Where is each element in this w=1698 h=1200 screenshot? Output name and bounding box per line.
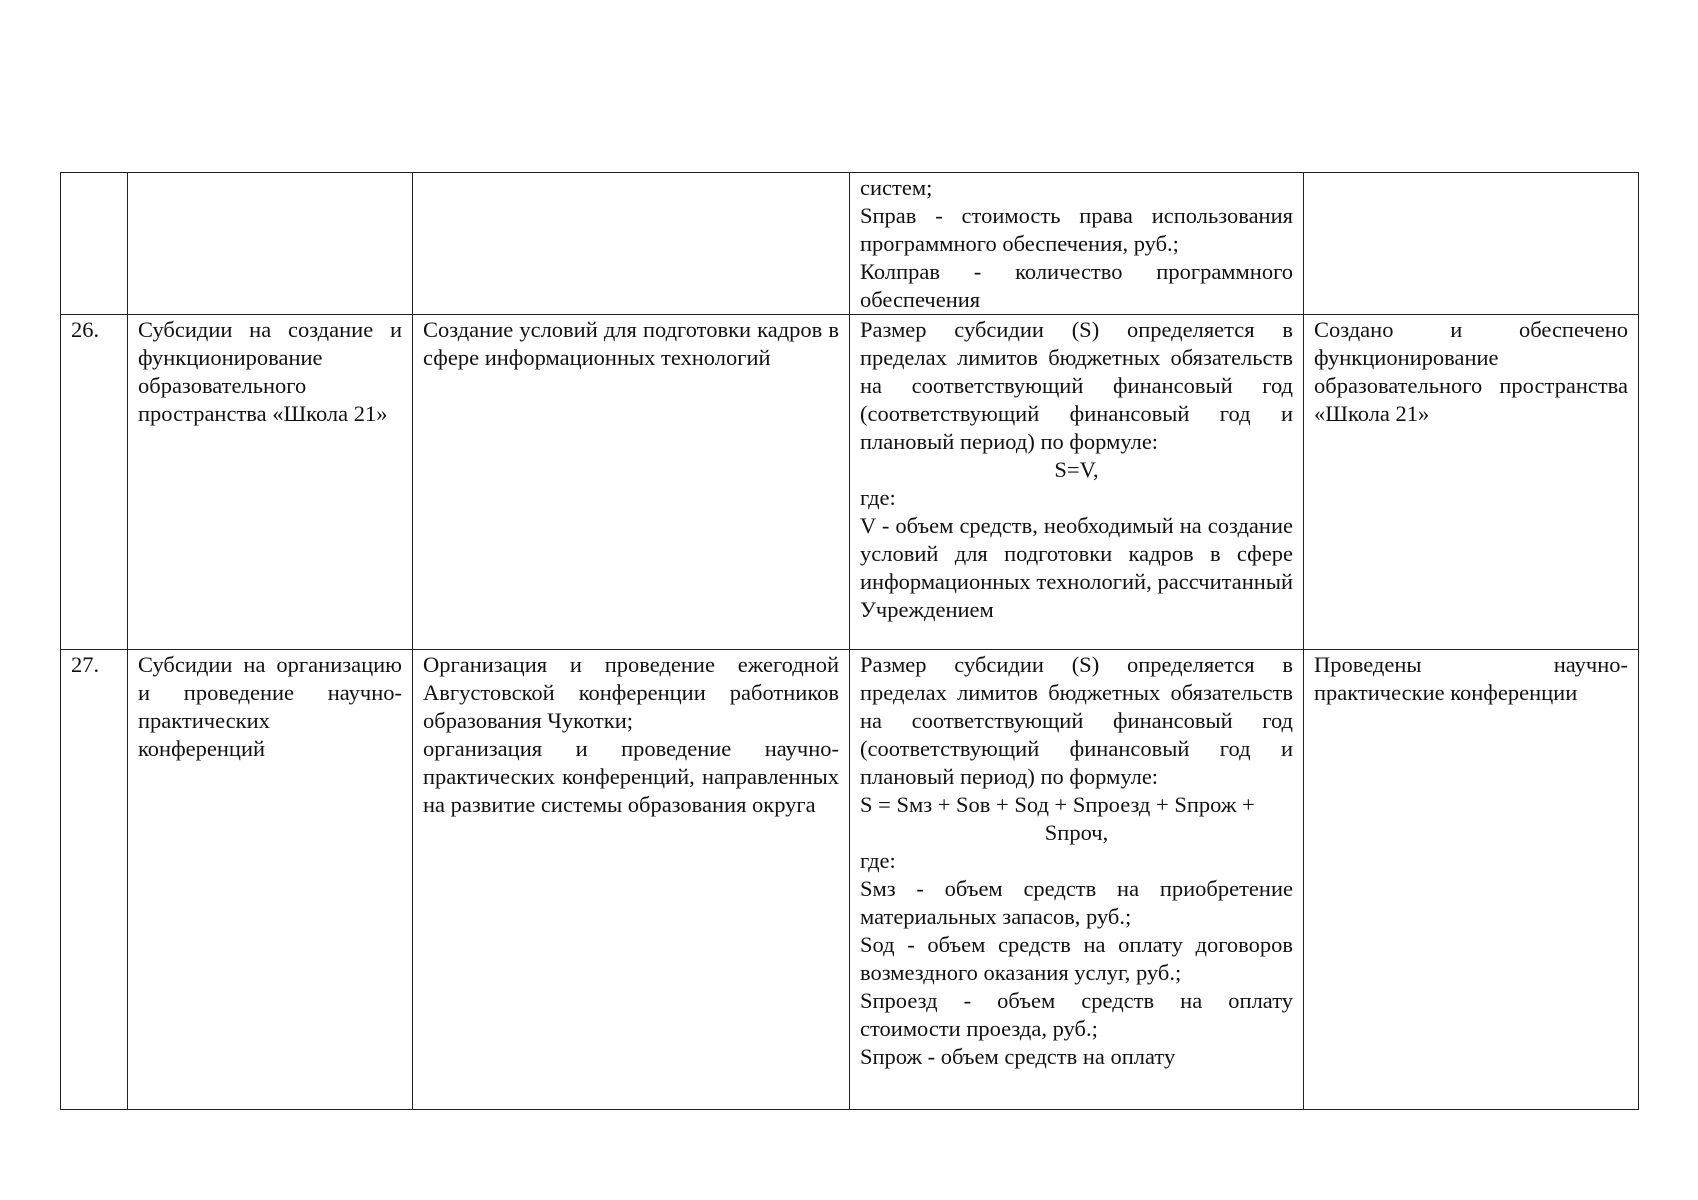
calc-text: Sправ - стоимость права использования программного обеспечения, руб.; (860, 203, 1293, 256)
subsidy-table (60, 172, 1639, 1110)
formula: S=V, (1054, 457, 1099, 482)
subsidy-purpose (413, 650, 850, 1110)
subsidy-name: Субсидии на создание и функционирование образовательного пространства «Школа 21» (128, 315, 413, 650)
row-number: 27. (61, 650, 128, 1110)
formula: Sпроч, (1044, 820, 1109, 845)
cell-result-empty (1304, 173, 1639, 315)
table-row-26 (61, 315, 1639, 650)
calc-text: систем; (860, 175, 933, 200)
cell-calculation-continued (850, 173, 1304, 315)
variable-definition: Sод - объем средств на оплату договоров возмездного оказания услуг, руб.; (860, 932, 1293, 985)
variable-definition: V - объем средств, необходимый на создание условий для подготовки кадров в сфере информационных технологий, рассчитанный Учреждением (860, 513, 1293, 622)
variable-definition: Sпроезд - объем средств на оплату стоимости проезда, руб.; (860, 988, 1293, 1041)
variable-definition: Sпрож - объем средств на оплату (860, 1044, 1176, 1069)
where-label: где: (860, 485, 896, 510)
subsidy-calculation (850, 315, 1304, 650)
subsidy-calculation (850, 650, 1304, 1110)
cell-name-empty (128, 173, 413, 315)
purpose-text: организация и проведение научно-практических конференций, направленных на развитие системы образования округа (423, 736, 839, 817)
table-row-27 (61, 650, 1639, 1110)
cell-number-empty (61, 173, 128, 315)
formula-intro: Размер субсидии (S) определяется в пределах лимитов бюджетных обязательств на соответствующий финансовый год (соответствующий финансовый год и плановый период) по формуле: (860, 317, 1293, 454)
formula-intro: Размер субсидии (S) определяется в пределах лимитов бюджетных обязательств на соответствующий финансовый год (соответствующий финансовый год и плановый период) по формуле: (860, 652, 1293, 789)
where-label: где: (860, 848, 896, 873)
purpose-text: Организация и проведение ежегодной Августовской конференции работников образования Чукотки; (423, 652, 839, 733)
subsidy-result: Проведены научно-практические конференции (1304, 650, 1639, 1110)
cell-purpose-empty (413, 173, 850, 315)
calc-text: Колправ - количество программного обеспечения (860, 259, 1293, 312)
row-number: 26. (61, 315, 128, 650)
subsidy-result: Создано и обеспечено функционирование образовательного пространства «Школа 21» (1304, 315, 1639, 650)
subsidy-purpose: Создание условий для подготовки кадров в сфере информационных технологий (413, 315, 850, 650)
subsidy-name: Субсидии на организацию и проведение научно-практических конференций (128, 650, 413, 1110)
table-row-continued (61, 173, 1639, 315)
formula: S = Sмз + Sов + Sод + Sпроезд + Sпрож + (860, 792, 1255, 817)
variable-definition: Sмз - объем средств на приобретение материальных запасов, руб.; (860, 876, 1293, 929)
